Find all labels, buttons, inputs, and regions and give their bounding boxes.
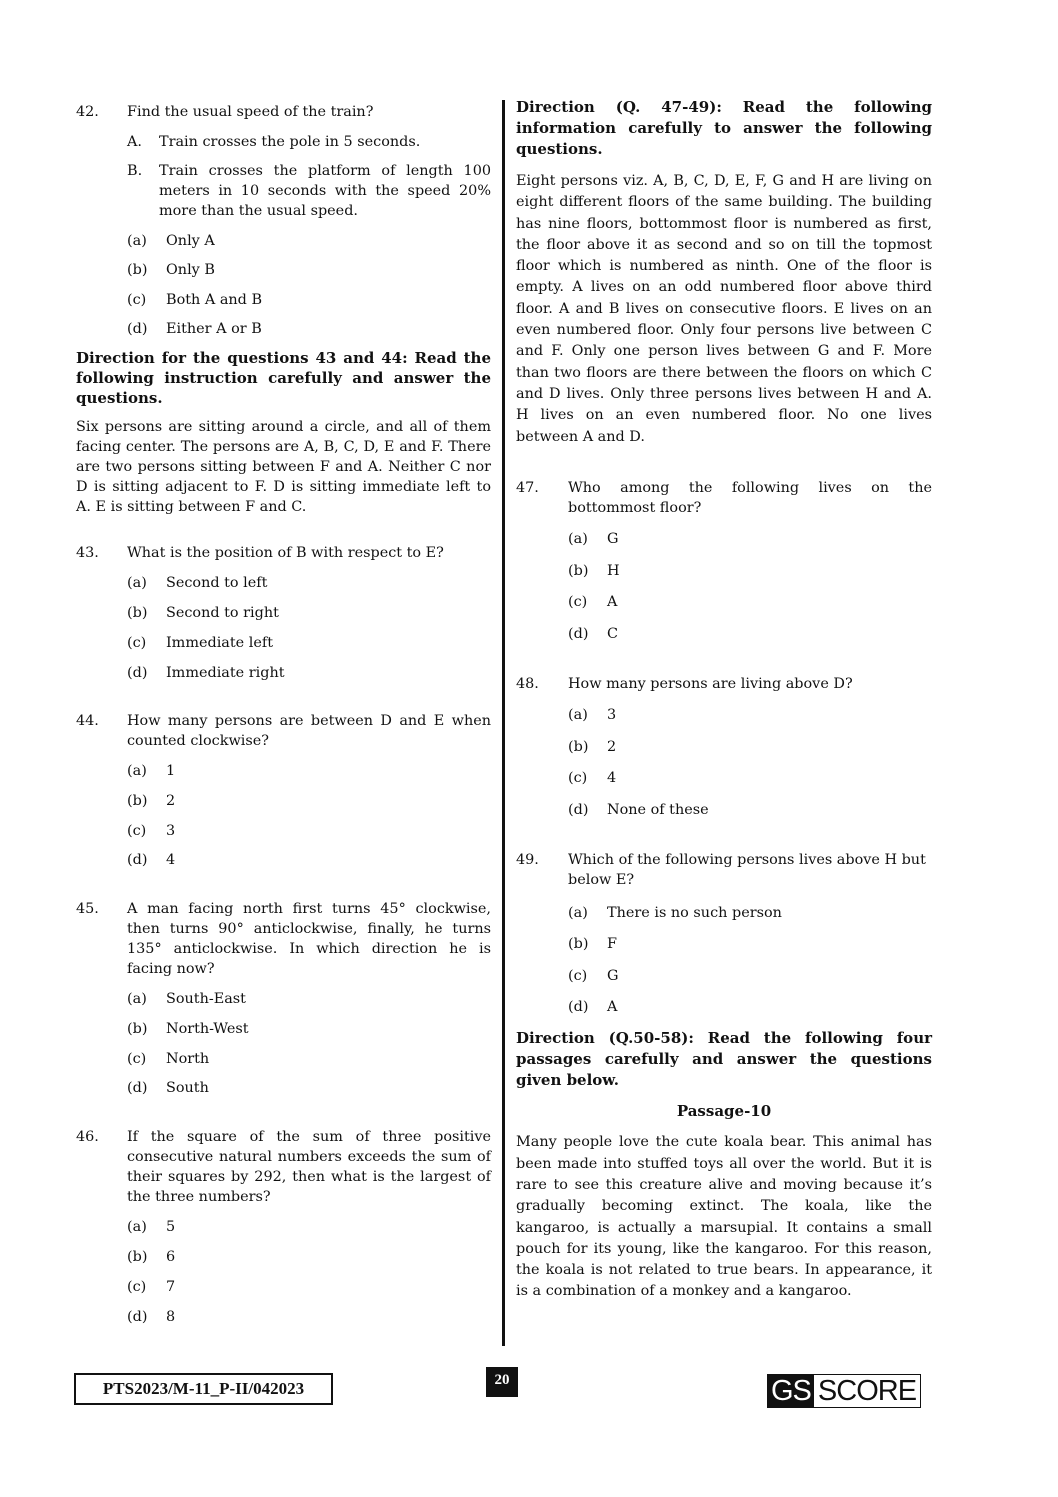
option-text: F (607, 936, 617, 953)
option-text: A (607, 999, 618, 1016)
option-label: (d) (127, 852, 148, 868)
logo-score: SCORE (817, 1375, 917, 1407)
option-text: Only B (166, 262, 215, 278)
option-label: (b) (127, 262, 148, 278)
passage-title: Passage-10 (676, 1102, 772, 1121)
option-text: 4 (607, 770, 617, 787)
option-label: (d) (568, 999, 589, 1016)
option-label: (c) (127, 1279, 147, 1295)
option-label: (c) (568, 594, 588, 611)
option-label: (d) (127, 1309, 148, 1325)
option-text: North-West (166, 1021, 249, 1037)
gs-score-logo (767, 1374, 921, 1408)
column-divider (502, 100, 505, 1346)
question-number: 46. (76, 1129, 99, 1145)
option-label: (d) (568, 801, 589, 818)
option-text: H (607, 562, 620, 579)
question-stem: How many persons are between D and E when counted clockwise? (127, 713, 491, 749)
option-text: 3 (607, 707, 617, 724)
option-text: 4 (166, 852, 176, 868)
option-text: G (607, 531, 619, 548)
statement-text: Train crosses the platform of length 100 meters in 10 seconds with the speed 20% more than the usual speed. (159, 163, 491, 219)
option-label: (c) (127, 635, 147, 651)
option-label: (c) (127, 823, 147, 839)
passage-text: Eight persons viz. A, B, C, D, E, F, G and H are living on eight different floors of the same building. The building has nine floors, bottommost floor is numbered as first, the floor above it as second and so on till the topmost floor which is numbered as ninth. One of the floor is empty. A lives on an odd numbered floor above third floor. A and B lives on consecutive floors. E lives on an even numbered floor. Only four persons live between C and F. Only one person lives between G and F. More than two floors are there between the floors on which C and D lives. Only three persons lives between H and A. H lives on an even numbered floor. No one lives between A and D. (516, 173, 932, 445)
option-text: Immediate left (166, 635, 273, 651)
option-label: (b) (127, 793, 148, 809)
option-text: 1 (166, 763, 176, 779)
option-text: 2 (166, 793, 176, 809)
option-text: A (607, 594, 618, 611)
question-44 (76, 711, 491, 870)
question-stem: If the square of the sum of three positive consecutive natural numbers exceeds the sum of their squares by 292, then what is the largest of the three numbers? (127, 1129, 491, 1205)
option-label: (b) (127, 1021, 148, 1037)
question-47 (516, 478, 932, 644)
direction-heading: Direction (Q. 47-49): Read the following information carefully to answer the following questions. (516, 98, 932, 158)
option-label: (a) (127, 763, 147, 779)
option-text: North (166, 1051, 210, 1067)
option-text: 7 (166, 1279, 176, 1295)
option-label: (a) (127, 1219, 147, 1235)
option-label: (b) (568, 936, 589, 953)
question-46 (76, 1127, 491, 1327)
option-label: (d) (127, 1080, 148, 1096)
option-text: C (607, 625, 619, 642)
option-label: (a) (127, 991, 147, 1007)
option-text: South-East (166, 991, 246, 1007)
option-text: G (607, 967, 619, 984)
question-stem: Find the usual speed of the train? (127, 104, 374, 120)
passage-text: Six persons are sitting around a circle, and all of them facing center. The persons are A, B, C, D, E and F. There are two persons sitting between F and A. Neither C nor D is sitting adjacent to F. D is sitting immediate left to A. E is sitting between F and C. (76, 419, 491, 515)
passage-text: Many people love the cute koala bear. This animal has been made into stuffed toys all over the world. But it is rare to see this creature alive and moving because it’s gradually becoming extinct. The koala, like the kangaroo, is actually a marsupial. It contains a small pouch for its young, like the kangaroo. For this reason, the koala is not related to true bears. In appearance, it is a combination of a monkey and a kangaroo. (516, 1134, 932, 1300)
option-label: (d) (568, 625, 589, 642)
paper-code: PTS2023/M-11_P-II/042023 (74, 1373, 333, 1405)
option-text: Both A and B (166, 292, 263, 308)
option-label: (a) (568, 707, 588, 724)
option-label: (b) (568, 738, 589, 755)
question-stem: A man facing north first turns 45° clockwise, then turns 90° anticlockwise, finally, he turns 135° anticlockwise. In which direction he is facing now? (127, 901, 491, 977)
option-text: 2 (607, 738, 617, 755)
option-text: Either A or B (166, 321, 262, 337)
option-text: Second to right (166, 605, 279, 621)
option-label: (b) (568, 562, 589, 579)
option-label: (a) (568, 904, 588, 921)
option-text: There is no such person (607, 904, 782, 921)
question-number: 47. (516, 479, 539, 496)
question-43 (76, 543, 491, 683)
option-label: (a) (127, 575, 147, 591)
left-column (76, 102, 491, 1327)
option-label: (c) (568, 967, 588, 984)
question-42 (76, 102, 491, 339)
option-text: 6 (166, 1249, 176, 1265)
option-label: (b) (127, 1249, 148, 1265)
option-label: (a) (568, 531, 588, 548)
question-stem: What is the position of B with respect to E? (127, 545, 444, 561)
option-text: Immediate right (166, 665, 285, 681)
logo-gs: GS (768, 1375, 814, 1407)
option-label: (d) (127, 665, 148, 681)
option-text: 8 (166, 1309, 176, 1325)
question-number: 49. (516, 851, 539, 868)
statement-label: B. (127, 163, 143, 179)
option-label: (b) (127, 605, 148, 621)
statement-text: Train crosses the pole in 5 seconds. (159, 134, 421, 150)
direction-heading: Direction for the questions 43 and 44: Read the following instruction carefully and answer the questions. (76, 349, 491, 407)
right-column (516, 97, 932, 1303)
question-49 (516, 850, 932, 1018)
option-text: South (166, 1080, 209, 1096)
option-label: (a) (127, 233, 147, 249)
question-number: 45. (76, 901, 99, 917)
option-label: (c) (568, 770, 588, 787)
question-number: 44. (76, 713, 99, 729)
option-text: 5 (166, 1219, 176, 1235)
question-stem: Who among the following lives on the bottommost floor? (568, 479, 932, 516)
option-text: Only A (166, 233, 215, 249)
option-text: Second to left (166, 575, 268, 591)
direction-heading: Direction (Q.50-58): Read the following four passages carefully and answer the questions given below. (516, 1029, 932, 1090)
question-45 (76, 899, 491, 1098)
option-text: 3 (166, 823, 176, 839)
question-48 (516, 674, 932, 820)
question-number: 42. (76, 104, 99, 120)
page-number: 20 (486, 1367, 518, 1397)
statement-label: A. (127, 134, 142, 150)
question-stem: Which of the following persons lives above H but below E? (568, 851, 926, 888)
question-number: 43. (76, 545, 99, 561)
option-text: None of these (607, 801, 709, 818)
option-label: (c) (127, 292, 147, 308)
option-label: (c) (127, 1051, 147, 1067)
question-number: 48. (516, 675, 539, 692)
question-stem: How many persons are living above D? (568, 675, 853, 692)
option-label: (d) (127, 321, 148, 337)
